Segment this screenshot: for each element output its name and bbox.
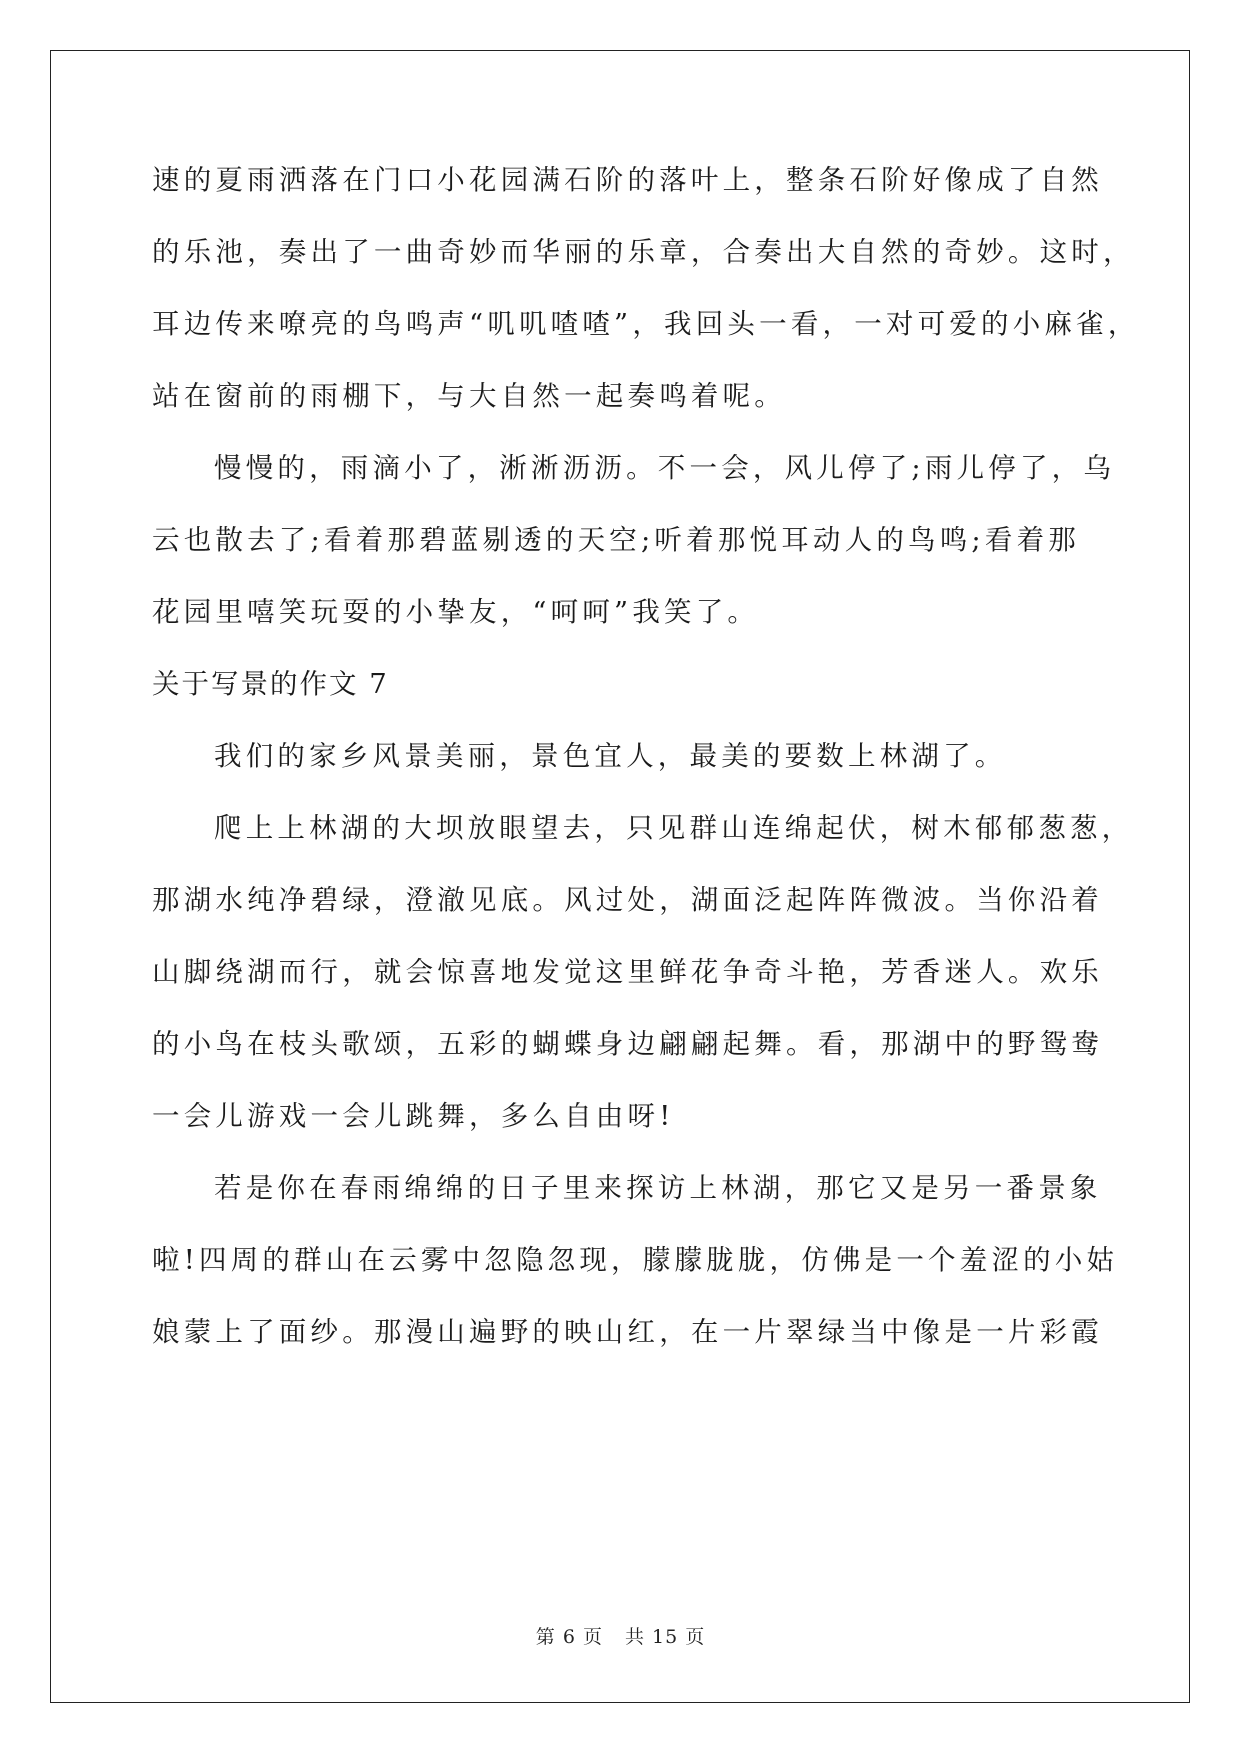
page-footer (0, 1625, 1241, 1649)
text-line: 耳边传来嘹亮的鸟鸣声“叽叽喳喳”，我回头一看，一对可爱的小麻雀， (152, 308, 1140, 340)
paragraph-start-line: 慢慢的，雨滴小了，淅淅沥沥。不一会，风儿停了;雨儿停了，乌 (214, 452, 1116, 484)
paragraph-start-line: 我们的家乡风景美丽，景色宜人，最美的要数上林湖了。 (214, 740, 1007, 772)
text-line: 娘蒙上了面纱。那漫山遍野的映山红，在一片翠绿当中像是一片彩霞 (152, 1316, 1103, 1348)
paragraph-start-line: 若是你在春雨绵绵的日子里来探访上林湖，那它又是另一番景象 (214, 1172, 1102, 1204)
text-line: 啦!四周的群山在云雾中忽隐忽现，朦朦胧胧，仿佛是一个羞涩的小姑 (152, 1244, 1119, 1276)
text-line: 花园里嘻笑玩耍的小挚友，“呵呵”我笑了。 (152, 596, 760, 628)
text-line: 一会儿游戏一会儿跳舞，多么自由呀! (152, 1100, 675, 1132)
text-line: 山脚绕湖而行，就会惊喜地发觉这里鲜花争奇斗艳，芳香迷人。欢乐 (152, 956, 1103, 988)
page-total: 共 15 页 (624, 1626, 706, 1648)
page-border (50, 50, 1190, 1703)
page-number: 第 6 页 (535, 1626, 603, 1648)
paragraph-start-line: 爬上上林湖的大坝放眼望去，只见群山连绵起伏，树木郁郁葱葱， (214, 812, 1134, 844)
section-heading: 关于写景的作文 7 (152, 668, 389, 700)
text-line: 的小鸟在枝头歌颂，五彩的蝴蝶身边翩翩起舞。看，那湖中的野鸳鸯 (152, 1028, 1103, 1060)
text-line: 速的夏雨洒落在门口小花园满石阶的落叶上，整条石阶好像成了自然 (152, 164, 1103, 196)
text-line: 的乐池，奏出了一曲奇妙而华丽的乐章，合奏出大自然的奇妙。这时， (152, 236, 1135, 268)
text-line: 云也散去了;看着那碧蓝剔透的天空;听着那悦耳动人的鸟鸣;看着那 (152, 524, 1080, 556)
text-line: 站在窗前的雨棚下，与大自然一起奏鸣着呢。 (152, 380, 786, 412)
text-line: 那湖水纯净碧绿，澄澈见底。风过处，湖面泛起阵阵微波。当你沿着 (152, 884, 1103, 916)
